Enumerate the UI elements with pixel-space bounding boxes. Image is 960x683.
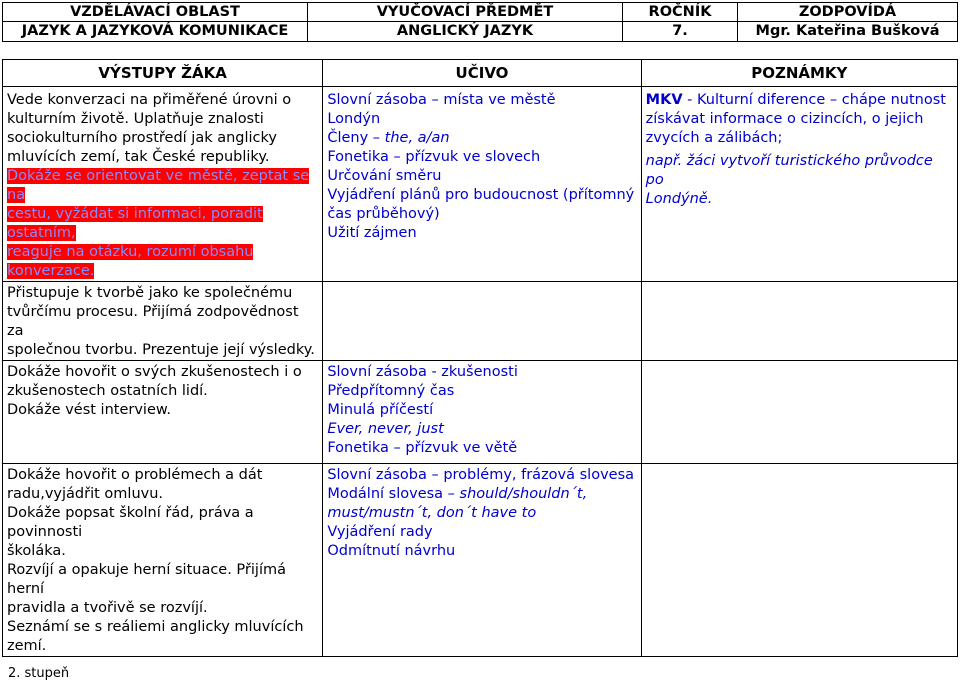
table-row: [3, 87, 958, 282]
text-line: Slovní zásoba – problémy, frázová slovesa: [327, 467, 635, 483]
text-line: Vede konverzaci na přiměřené úrovni o: [7, 92, 292, 108]
curriculum-table: [2, 59, 958, 657]
vystupy-cell: [3, 464, 323, 657]
text-line: Předpřítomný čas: [327, 383, 455, 399]
italic-segment: the, a/an: [384, 130, 450, 146]
italic-line: např. žáci vytvoří turistického průvodce po: [645, 153, 933, 188]
ucivo-cell: [323, 87, 641, 282]
italic-line: must/mustn´t, don´t have to: [327, 505, 537, 521]
text-line: zvycích a zálibách;: [645, 130, 783, 146]
text-line: školáka.: [7, 543, 66, 559]
column-header-ucivo: UČIVO: [323, 60, 641, 87]
text-line: Dokáže hovořit o svých zkušenostech i o: [7, 364, 302, 380]
italic-segment: should/shouldn´t,: [459, 486, 588, 502]
text-segment: Modální slovesa –: [327, 486, 460, 502]
mkv-label: MKV: [645, 92, 683, 108]
text-line: Fonetika – přízvuk ve větě: [327, 440, 518, 456]
text-line: Dokáže popsat školní řád, práva a povinnosti: [7, 505, 254, 540]
table-row: [3, 361, 958, 464]
poznamky-cell: [641, 464, 957, 657]
text-line: Rozvíjí a opakuje herní situace. Přijímá herní: [7, 562, 286, 597]
column-header-vystupy: VÝSTUPY ŽÁKA: [3, 60, 323, 87]
text-line: Minulá příčestí: [327, 402, 434, 418]
text-segment: - Kulturní diference – chápe nutnost: [682, 92, 946, 108]
text-line: získávat informace o cizincích, o jejich: [645, 111, 924, 127]
header-label-zodpovida: ZODPOVÍDÁ: [738, 3, 958, 22]
text-line: zemí.: [7, 638, 47, 654]
header-table: [2, 2, 958, 42]
header-value-rocnik: 7.: [623, 22, 738, 42]
footer-label: 2. stupeň: [8, 666, 70, 681]
text-line: Užití zájmen: [327, 225, 417, 241]
text-line: Slovní zásoba – místa ve městě: [327, 92, 556, 108]
text-line: zkušenostech ostatních lidí.: [7, 383, 208, 399]
table-row: [3, 282, 958, 361]
text-line: kulturním životě. Uplatňuje znalosti: [7, 111, 264, 127]
ucivo-cell: [323, 361, 641, 464]
text-line: společnou tvorbu. Prezentuje její výsledky.: [7, 342, 315, 358]
text-line: Vyjádření rady: [327, 524, 433, 540]
header-value-predmet: ANGLICKÝ JAZYK: [308, 22, 623, 42]
text-line: Přistupuje k tvorbě jako ke společnému: [7, 285, 293, 301]
header-value-zodpovida: Mgr. Kateřina Bušková: [738, 22, 958, 42]
text-line: sociokulturního prostředí jak anglicky: [7, 130, 277, 146]
poznamky-cell: [641, 87, 957, 282]
text-segment: Členy –: [327, 130, 385, 146]
text-line: Slovní zásoba - zkušenosti: [327, 364, 518, 380]
text-line: Vyjádření plánů pro budoucnost (přítomný: [327, 187, 635, 203]
text-line: Seznámí se s reáliemi anglicky mluvících: [7, 619, 304, 635]
text-line: pravidla a tvořivě se rozvíjí.: [7, 600, 208, 616]
vystupy-cell: [3, 361, 323, 464]
table-row: [3, 464, 958, 657]
text-line: radu,vyjádřit omluvu.: [7, 486, 164, 502]
text-line: Dokáže hovořit o problémech a dát: [7, 467, 263, 483]
text-line: tvůrčímu procesu. Přijímá zodpovědnost za: [7, 304, 299, 339]
text-line: Odmítnutí návrhu: [327, 543, 456, 559]
text-line: Fonetika – přízvuk ve slovech: [327, 149, 541, 165]
ucivo-cell: [323, 464, 641, 657]
header-label-rocnik: ROČNÍK: [623, 3, 738, 22]
poznamky-cell: [641, 361, 957, 464]
header-label-oblast: VZDĚLÁVACÍ OBLAST: [3, 3, 308, 22]
column-header-poznamky: POZNÁMKY: [641, 60, 957, 87]
ucivo-cell: [323, 282, 641, 361]
italic-line: Ever, never, just: [327, 421, 444, 437]
text-line: čas průběhový): [327, 206, 440, 222]
highlighted-text-line: reaguje na otázku, rozumí obsahu: [7, 244, 254, 260]
italic-line: Londýně.: [645, 191, 713, 207]
text-line: Londýn: [327, 111, 381, 127]
header-label-predmet: VYUČOVACÍ PŘEDMĚT: [308, 3, 623, 22]
poznamky-cell: [641, 282, 957, 361]
text-line: Dokáže vést interview.: [7, 402, 172, 418]
text-line: Určování směru: [327, 168, 442, 184]
vystupy-cell: [3, 87, 323, 282]
highlighted-text-line: Dokáže se orientovat ve městě, zeptat se na: [7, 168, 310, 203]
highlighted-text-line: konverzace.: [7, 263, 95, 279]
highlighted-text-line: cestu, vyžádat si informaci, poradit ostatním,: [7, 206, 263, 241]
column-header-row: [3, 60, 958, 87]
header-labels-row: [3, 3, 958, 22]
header-value-oblast: JAZYK A JAZYKOVÁ KOMUNIKACE: [3, 22, 308, 42]
text-line: mluvících zemí, tak České republiky.: [7, 149, 270, 165]
vystupy-cell: [3, 282, 323, 361]
header-values-row: [3, 22, 958, 42]
